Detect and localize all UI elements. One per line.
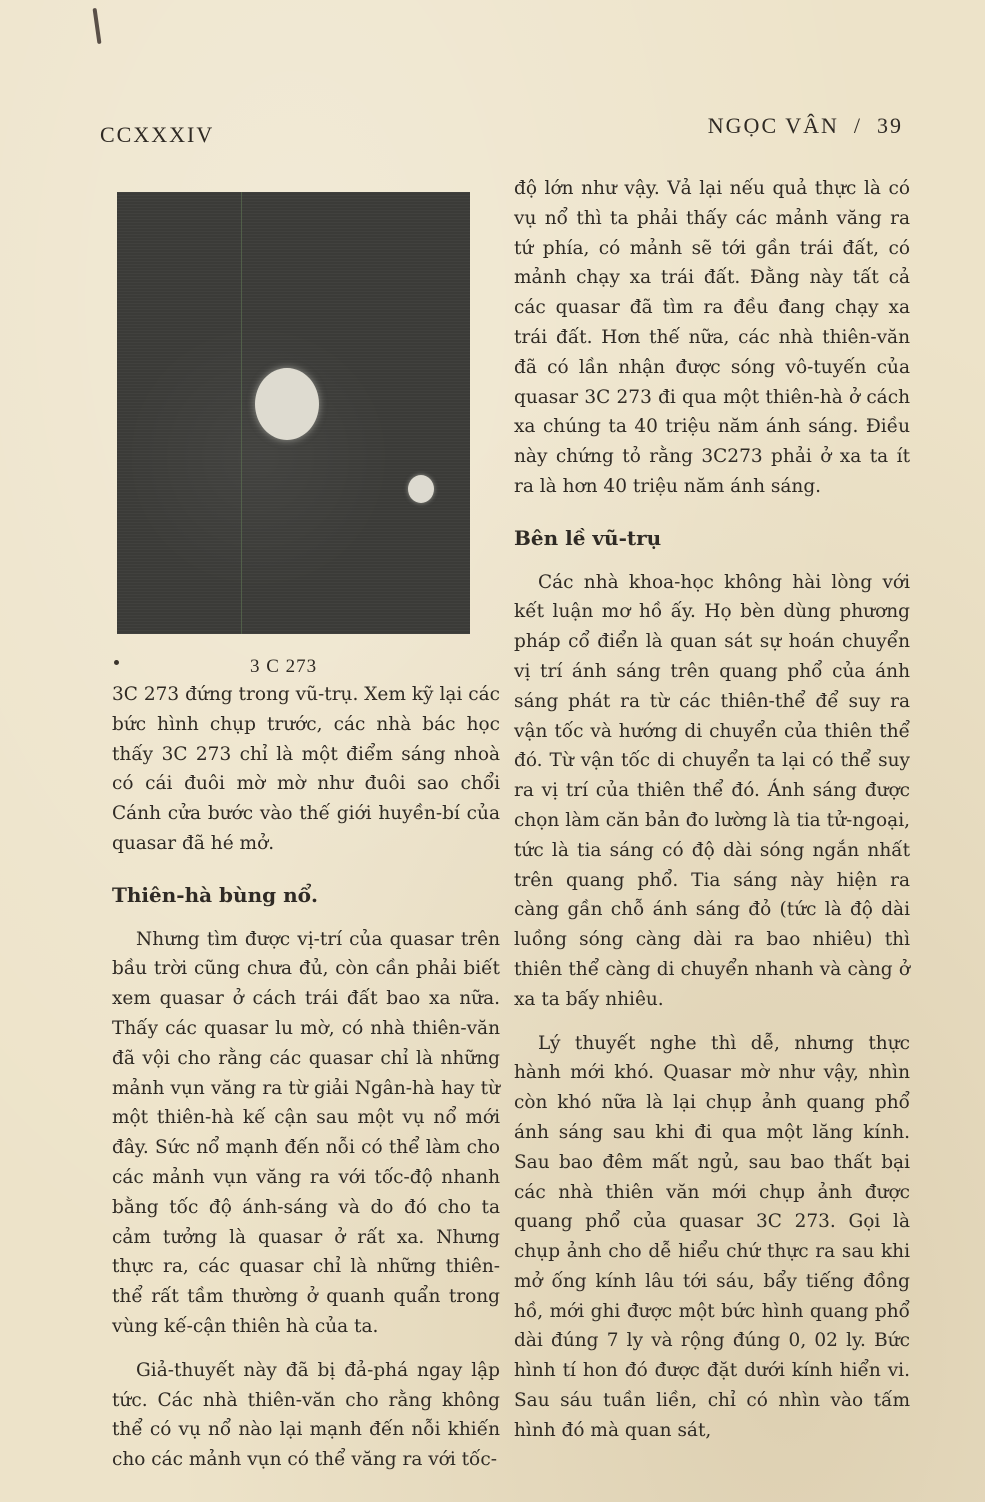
pen-mark bbox=[93, 8, 102, 44]
running-header-right: NGỌC VÂN / 39 bbox=[707, 113, 903, 138]
left-column bbox=[112, 680, 500, 1475]
right-paragraph-2: Các nhà khoa-học không hài lòng với kết luận mơ hồ ấy. Họ bèn dùng phương pháp cổ điển là quan sát sự hoán chuyển vị trí ánh sáng trên quang phổ của ánh sáng phát ra từ các thiên-thể để suy ra vận tốc và hướng di chuyển của thiên thể đó. Từ vận tốc di chuyển ta lại có thể suy ra vị trí của thiên thể đó. Ánh sáng được chọn làm căn bản đo lường là tia tử-ngoại, tức là tia sáng có độ dài sóng ngắn nhất trên quang phổ. Tia sáng này hiện ra càng gần chỗ ánh sáng đỏ (tức là độ dài luồng sóng càng dài ra bao nhiêu) thì thiên thể càng di chuyển nhanh và càng ở xa ta bấy nhiêu. bbox=[514, 571, 910, 1010]
right-paragraph-1: độ lớn như vậy. Vả lại nếu quả thực là có vụ nổ thì ta phải thấy các mảnh văng ra tứ phía, có mảnh sẽ tới gần trái đất, có mảnh chạy xa trái đất. Đằng này tất cả các quasar đã tìm ra đều đang chạy xa trái đất. Hơn thế nữa, các nhà thiên-văn đã có lần nhận được sóng vô-tuyến của quasar 3C 273 đi qua một thiên-hà ở cách xa chúng ta 40 triệu năm ánh sáng. Điều này chứng tỏ rằng 3C273 phải ở xa ta ít ra là hơn 40 triệu năm ánh sáng. bbox=[514, 178, 910, 497]
right-paragraph-3: Lý thuyết nghe thì dễ, nhưng thực hành mới khó. Quasar mờ như vậy, nhìn còn khó nữa là lại chụp ảnh quang phổ ánh sáng sau khi đi qua một lăng kính. Sau bao đêm mất ngủ, sau bao thất bại các nhà thiên văn mới chụp ảnh được quang phổ của quasar 3C 273. Gọi là chụp ảnh cho dễ hiểu chứ thực ra sau khi mở ống kính lâu tới sáu, bẩy tiếng đồng hồ, mới ghi được một bức hình quang phổ dài đúng 7 ly và rộng đúng 0, 02 ly. Bức hình tí hon đó được đặt dưới kính hiển vi. Sau sáu tuần liền, chỉ có nhìn vào tấm hình đó mà quan sát, bbox=[514, 1032, 910, 1441]
section-heading-exploding-galaxy: Thiên-hà bùng nổ. bbox=[112, 882, 318, 907]
photo-seam bbox=[241, 192, 242, 634]
left-paragraph-1: 3C 273 đứng trong vũ-trụ. Xem kỹ lại các bức hình chụp trước, các nhà bác học thấy 3C 273 chỉ là một điểm sáng nhoà có cái đuôi mờ mờ như đuôi sao chổi Cánh cửa bước vào thế giới huyền-bí của quasar đã hé mở. bbox=[112, 684, 500, 854]
quasar-photograph bbox=[117, 192, 470, 634]
ink-dot bbox=[114, 660, 119, 665]
quasar-bright-spot bbox=[255, 368, 319, 440]
section-heading-edge-of-universe: Bên lề vũ-trụ bbox=[514, 525, 662, 550]
running-header-left: CCXXXIV bbox=[100, 122, 215, 147]
left-paragraph-3: Giả-thuyết này đã bị đả-phá ngay lập tức. Các nhà thiên-văn cho rằng không thể có vụ nổ nào lại mạnh đến nỗi khiến cho các mảnh vụn có thể văng ra với tốc- bbox=[112, 1359, 500, 1471]
star-bright-spot bbox=[408, 475, 434, 503]
right-column bbox=[514, 174, 910, 1446]
left-paragraph-2: Nhưng tìm được vị-trí của quasar trên bầu trời cũng chưa đủ, còn cần phải biết xem quasar ở cách trái đất bao xa nữa. Thấy các quasar lu mờ, có nhà thiên-văn đã vội cho rằng các quasar chỉ là những mảnh vụn văng ra từ giải Ngân-hà hay từ một thiên-hà kế cận sau một vụ nổ mới đây. Sức nổ mạnh đến nỗi có thể làm cho các mảnh vụn văng ra với tốc-độ nhanh bằng tốc độ ánh-sáng và do đó cho ta cảm tưởng là quasar ở rất xa. Nhưng thực ra, các quasar chỉ là những thiên-thể rất tầm thường ở quanh quẩn trong vùng kế-cận thiên hà của ta. bbox=[112, 928, 500, 1337]
figure-caption: 3 C 273 bbox=[250, 656, 318, 677]
